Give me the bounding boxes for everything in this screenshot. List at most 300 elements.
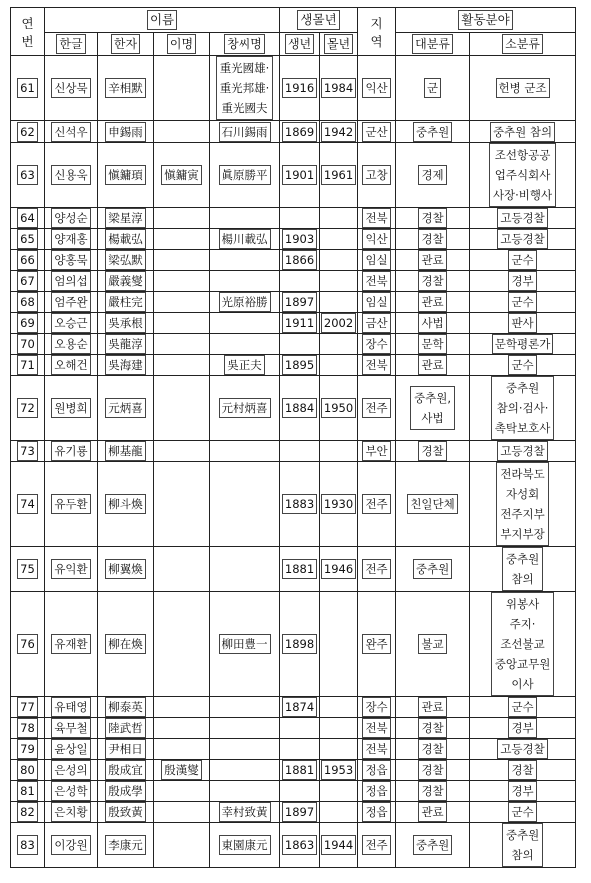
region-cell bbox=[358, 56, 396, 121]
field-minor-cell bbox=[470, 376, 576, 441]
name-changssi-cell bbox=[210, 355, 280, 376]
row-number-cell bbox=[11, 56, 45, 121]
field-major bbox=[418, 250, 446, 270]
field-minor bbox=[508, 355, 536, 375]
header-changssi bbox=[210, 33, 280, 56]
header-hanja bbox=[98, 33, 154, 56]
header-number bbox=[11, 8, 45, 56]
name-alias-cell bbox=[154, 781, 210, 802]
birth-year: 1911 bbox=[282, 313, 317, 333]
table-row bbox=[11, 208, 576, 229]
field-minor bbox=[502, 547, 543, 591]
field-minor-line: 업주식회사 bbox=[494, 168, 551, 182]
field-major-cell bbox=[396, 823, 470, 868]
header-field-group-label: 활동분야 bbox=[458, 10, 512, 30]
row-number-cell bbox=[11, 313, 45, 334]
region-cell bbox=[358, 802, 396, 823]
birth-year: 1884 bbox=[282, 398, 317, 418]
birth-year-cell bbox=[280, 592, 320, 697]
row-number: 76 bbox=[17, 634, 38, 654]
field-minor-line: 자성회 bbox=[505, 487, 540, 501]
name-changssi bbox=[219, 229, 271, 249]
region: 전주 bbox=[362, 835, 390, 855]
name-hanja: 梁星淳 bbox=[105, 208, 146, 228]
field-major bbox=[418, 802, 446, 822]
name-changssi-cell bbox=[210, 208, 280, 229]
field-minor-line: 참의 bbox=[511, 572, 534, 586]
field-minor-cell bbox=[470, 781, 576, 802]
name-changssi-cell bbox=[210, 718, 280, 739]
name-hanja: 元炳喜 bbox=[105, 398, 146, 418]
field-minor bbox=[508, 697, 536, 717]
table-body bbox=[11, 56, 576, 868]
field-minor-line: 고등경찰 bbox=[500, 211, 545, 225]
field-major-line: 군 bbox=[426, 81, 439, 95]
name-alias-cell bbox=[154, 760, 210, 781]
name-alias: 愼鏞寅 bbox=[161, 165, 202, 185]
name-hanja: 吳海建 bbox=[105, 355, 146, 375]
birth-year-cell bbox=[280, 143, 320, 208]
region: 정읍 bbox=[362, 802, 390, 822]
name-hangul-cell bbox=[45, 229, 98, 250]
field-major-line: 관료 bbox=[421, 805, 444, 819]
field-minor-line: 헌병 군조 bbox=[498, 81, 547, 95]
row-number-cell bbox=[11, 823, 45, 868]
name-hangul: 엄주완 bbox=[51, 292, 90, 312]
field-major-cell bbox=[396, 781, 470, 802]
birth-year-cell bbox=[280, 376, 320, 441]
region: 전주 bbox=[362, 494, 390, 514]
birth-year: 1866 bbox=[282, 250, 317, 270]
name-hangul-cell bbox=[45, 121, 98, 143]
name-changssi-cell bbox=[210, 547, 280, 592]
field-major-line: 경찰 bbox=[421, 742, 444, 756]
name-hangul: 양홍묵 bbox=[51, 250, 90, 270]
row-number: 61 bbox=[17, 78, 38, 98]
header-alias bbox=[154, 33, 210, 56]
table-row bbox=[11, 271, 576, 292]
death-year-cell bbox=[320, 718, 358, 739]
region-cell bbox=[358, 781, 396, 802]
field-minor bbox=[497, 208, 547, 228]
name-alias-cell bbox=[154, 697, 210, 718]
header-life-group bbox=[280, 8, 358, 33]
field-major bbox=[418, 697, 446, 717]
name-changssi-cell bbox=[210, 313, 280, 334]
name-alias-cell bbox=[154, 355, 210, 376]
name-hangul-cell bbox=[45, 250, 98, 271]
table-row bbox=[11, 462, 576, 547]
field-minor-line: 조선항공공 bbox=[494, 148, 551, 162]
field-minor-cell bbox=[470, 121, 576, 143]
region-cell bbox=[358, 355, 396, 376]
name-hangul-cell bbox=[45, 355, 98, 376]
name-alias-cell bbox=[154, 718, 210, 739]
name-hanja-cell bbox=[98, 547, 154, 592]
name-changssi-cell bbox=[210, 250, 280, 271]
field-major bbox=[418, 292, 446, 312]
field-major bbox=[407, 494, 457, 514]
field-major bbox=[418, 165, 446, 185]
table-row bbox=[11, 547, 576, 592]
name-changssi-line: 吳正夫 bbox=[227, 358, 262, 372]
name-hanja: 柳在煥 bbox=[105, 634, 146, 654]
region: 전북 bbox=[362, 355, 390, 375]
table-row bbox=[11, 143, 576, 208]
field-minor-line: 고등경찰 bbox=[500, 444, 545, 458]
name-hanja: 申錫雨 bbox=[105, 122, 146, 142]
name-hangul: 이강원 bbox=[51, 835, 90, 855]
death-year-cell bbox=[320, 739, 358, 760]
name-hanja: 殷成宜 bbox=[105, 760, 146, 780]
table-row bbox=[11, 823, 576, 868]
field-major-line: 불교 bbox=[421, 637, 444, 651]
name-changssi-cell bbox=[210, 802, 280, 823]
field-major-line: 중추원 bbox=[415, 562, 450, 576]
field-major bbox=[418, 334, 446, 354]
header-major bbox=[396, 33, 470, 56]
name-hanja: 柳翼煥 bbox=[105, 559, 146, 579]
field-major-cell bbox=[396, 292, 470, 313]
name-changssi-line: 重光邦雄· bbox=[219, 81, 270, 95]
name-hanja: 柳基龍 bbox=[105, 441, 146, 461]
header-region-bottom: 역 bbox=[370, 33, 383, 49]
field-minor bbox=[508, 313, 536, 333]
field-major bbox=[424, 78, 441, 98]
name-changssi-cell bbox=[210, 592, 280, 697]
field-major-line: 경찰 bbox=[421, 721, 444, 735]
name-hanja-cell bbox=[98, 334, 154, 355]
name-hangul-cell bbox=[45, 143, 98, 208]
name-hanja-cell bbox=[98, 313, 154, 334]
name-changssi-cell bbox=[210, 56, 280, 121]
field-major-cell bbox=[396, 802, 470, 823]
field-major bbox=[418, 271, 446, 291]
name-hanja: 殷致黃 bbox=[105, 802, 146, 822]
region: 전북 bbox=[362, 718, 390, 738]
row-number-cell bbox=[11, 441, 45, 462]
region: 군산 bbox=[362, 122, 390, 142]
field-major-line: 경찰 bbox=[421, 763, 444, 777]
field-minor-line: 판사 bbox=[511, 316, 534, 330]
field-major-cell bbox=[396, 547, 470, 592]
field-minor-line: 주지· bbox=[509, 617, 536, 631]
name-hanja: 梁弘默 bbox=[105, 250, 146, 270]
row-number: 73 bbox=[17, 441, 38, 461]
header-hanja-label: 한자 bbox=[111, 34, 140, 54]
name-hangul-cell bbox=[45, 781, 98, 802]
row-number: 81 bbox=[17, 781, 38, 801]
table-row bbox=[11, 718, 576, 739]
name-alias-cell bbox=[154, 313, 210, 334]
name-hanja: 吳承根 bbox=[105, 313, 146, 333]
field-major bbox=[418, 355, 446, 375]
header-life-group-label: 생몰년 bbox=[297, 10, 339, 30]
field-major-line: 중추원 bbox=[415, 838, 450, 852]
field-major bbox=[418, 739, 446, 759]
name-alias-cell bbox=[154, 739, 210, 760]
name-hangul-cell bbox=[45, 441, 98, 462]
field-major-cell bbox=[396, 208, 470, 229]
name-alias-cell bbox=[154, 376, 210, 441]
birth-year: 1897 bbox=[282, 802, 317, 822]
field-minor-cell bbox=[470, 292, 576, 313]
name-alias-cell bbox=[154, 143, 210, 208]
row-number: 79 bbox=[17, 739, 38, 759]
birth-year-cell bbox=[280, 781, 320, 802]
name-hanja-cell bbox=[98, 121, 154, 143]
field-major bbox=[418, 781, 446, 801]
field-minor bbox=[508, 760, 536, 780]
field-major-cell bbox=[396, 462, 470, 547]
field-major-line: 관료 bbox=[421, 295, 444, 309]
field-minor-cell bbox=[470, 208, 576, 229]
death-year-cell bbox=[320, 441, 358, 462]
death-year-cell bbox=[320, 292, 358, 313]
field-major-line: 관료 bbox=[421, 700, 444, 714]
name-hanja: 殷成學 bbox=[105, 781, 146, 801]
row-number-cell bbox=[11, 250, 45, 271]
name-hanja-cell bbox=[98, 143, 154, 208]
name-changssi-cell bbox=[210, 739, 280, 760]
header-major-label: 대분류 bbox=[412, 34, 453, 54]
field-minor-line: 참의·검사· bbox=[496, 401, 549, 415]
region: 임실 bbox=[362, 250, 390, 270]
name-hangul: 신용욱 bbox=[51, 165, 90, 185]
field-major-line: 사법 bbox=[421, 316, 444, 330]
field-minor-cell bbox=[470, 802, 576, 823]
field-major-line: 경찰 bbox=[421, 232, 444, 246]
name-hanja: 嚴柱完 bbox=[105, 292, 146, 312]
name-changssi bbox=[219, 835, 271, 855]
name-changssi bbox=[219, 165, 271, 185]
name-hangul: 오용순 bbox=[51, 334, 90, 354]
region: 완주 bbox=[362, 634, 390, 654]
row-number-cell bbox=[11, 697, 45, 718]
row-number: 68 bbox=[17, 292, 38, 312]
name-hanja-cell bbox=[98, 292, 154, 313]
birth-year: 1863 bbox=[282, 835, 317, 855]
name-hangul: 유태영 bbox=[51, 697, 90, 717]
field-minor bbox=[497, 441, 547, 461]
table-row bbox=[11, 760, 576, 781]
name-hanja-cell bbox=[98, 739, 154, 760]
death-year-cell bbox=[320, 823, 358, 868]
birth-year: 1916 bbox=[282, 78, 317, 98]
collaborator-table bbox=[10, 7, 576, 868]
name-hangul-cell bbox=[45, 592, 98, 697]
birth-year-cell bbox=[280, 313, 320, 334]
field-minor-cell bbox=[470, 143, 576, 208]
row-number: 83 bbox=[17, 835, 38, 855]
field-minor-cell bbox=[470, 56, 576, 121]
row-number: 71 bbox=[17, 355, 38, 375]
field-minor bbox=[490, 122, 555, 142]
field-major-cell bbox=[396, 121, 470, 143]
name-alias-cell bbox=[154, 441, 210, 462]
name-hangul: 신석우 bbox=[51, 122, 90, 142]
row-number: 77 bbox=[17, 697, 38, 717]
field-minor-line: 전라북도 bbox=[500, 467, 545, 481]
name-hanja-cell bbox=[98, 823, 154, 868]
birth-year: 1874 bbox=[282, 697, 317, 717]
field-minor-line: 경부 bbox=[511, 274, 534, 288]
header-region bbox=[358, 8, 396, 56]
birth-year-cell bbox=[280, 208, 320, 229]
name-alias: 殷漢燮 bbox=[161, 760, 202, 780]
field-major-cell bbox=[396, 441, 470, 462]
name-changssi-cell bbox=[210, 462, 280, 547]
name-alias-cell bbox=[154, 56, 210, 121]
death-year-cell bbox=[320, 592, 358, 697]
name-hangul: 오해건 bbox=[51, 355, 90, 375]
field-major-line: 경찰 bbox=[421, 274, 444, 288]
field-minor-line: 중추원 bbox=[505, 828, 540, 842]
name-changssi-cell bbox=[210, 781, 280, 802]
name-hanja-cell bbox=[98, 718, 154, 739]
field-minor bbox=[489, 143, 556, 207]
field-minor-line: 중추원 bbox=[505, 381, 540, 395]
birth-year-cell bbox=[280, 697, 320, 718]
field-major-line: 관료 bbox=[421, 358, 444, 372]
field-minor-line: 전주지부 bbox=[500, 507, 545, 521]
field-major-cell bbox=[396, 143, 470, 208]
field-minor bbox=[491, 592, 555, 696]
birth-year: 1897 bbox=[282, 292, 317, 312]
name-changssi-line: 重光國夫 bbox=[221, 101, 268, 115]
death-year-cell bbox=[320, 271, 358, 292]
name-hanja: 尹相日 bbox=[105, 739, 146, 759]
death-year-cell bbox=[320, 334, 358, 355]
birth-year: 1901 bbox=[282, 165, 317, 185]
field-minor-line: 중앙교무원 bbox=[494, 657, 551, 671]
field-minor-line: 사장·비행사 bbox=[492, 188, 553, 202]
field-minor-cell bbox=[470, 739, 576, 760]
birth-year-cell bbox=[280, 292, 320, 313]
name-hangul: 은성의 bbox=[51, 760, 90, 780]
name-changssi-cell bbox=[210, 441, 280, 462]
field-minor-line: 조선불교 bbox=[500, 637, 545, 651]
name-changssi-line: 石川錫雨 bbox=[221, 124, 268, 139]
region: 장수 bbox=[362, 334, 390, 354]
table-row bbox=[11, 292, 576, 313]
name-hanja-cell bbox=[98, 376, 154, 441]
header-minor bbox=[470, 33, 576, 56]
name-alias-cell bbox=[154, 292, 210, 313]
name-alias-cell bbox=[154, 334, 210, 355]
row-number: 82 bbox=[17, 802, 38, 822]
field-minor-line: 군수 bbox=[511, 253, 534, 267]
region: 정읍 bbox=[362, 760, 390, 780]
death-year-cell bbox=[320, 229, 358, 250]
table-row bbox=[11, 56, 576, 121]
name-hangul-cell bbox=[45, 292, 98, 313]
region: 고창 bbox=[362, 165, 390, 185]
field-minor-cell bbox=[470, 547, 576, 592]
name-hangul-cell bbox=[45, 462, 98, 547]
region: 전북 bbox=[362, 271, 390, 291]
row-number-cell bbox=[11, 334, 45, 355]
field-major-line: 중추원 bbox=[415, 124, 450, 139]
name-hanja-cell bbox=[98, 697, 154, 718]
header-born-label: 생년 bbox=[285, 34, 314, 54]
field-major-cell bbox=[396, 250, 470, 271]
death-year-cell bbox=[320, 355, 358, 376]
field-major-cell bbox=[396, 229, 470, 250]
row-number: 65 bbox=[17, 229, 38, 249]
name-changssi-cell bbox=[210, 697, 280, 718]
row-number-cell bbox=[11, 739, 45, 760]
region: 금산 bbox=[362, 313, 390, 333]
name-hangul-cell bbox=[45, 739, 98, 760]
birth-year-cell bbox=[280, 121, 320, 143]
table-row bbox=[11, 313, 576, 334]
header-name-group-label: 이름 bbox=[147, 10, 177, 30]
field-minor bbox=[497, 739, 547, 759]
name-hangul: 양성순 bbox=[51, 208, 90, 228]
death-year-cell bbox=[320, 781, 358, 802]
field-minor-line: 경찰 bbox=[511, 763, 534, 777]
row-number-cell bbox=[11, 271, 45, 292]
birth-year-cell bbox=[280, 462, 320, 547]
name-hangul-cell bbox=[45, 334, 98, 355]
row-number: 78 bbox=[17, 718, 38, 738]
name-hangul: 윤상일 bbox=[51, 739, 90, 759]
field-major-cell bbox=[396, 697, 470, 718]
name-hangul-cell bbox=[45, 718, 98, 739]
name-hanja-cell bbox=[98, 250, 154, 271]
death-year-cell bbox=[320, 208, 358, 229]
death-year: 1942 bbox=[321, 122, 356, 142]
name-hangul: 유기룡 bbox=[51, 441, 90, 461]
field-minor-cell bbox=[470, 334, 576, 355]
row-number-cell bbox=[11, 121, 45, 143]
region: 전주 bbox=[362, 398, 390, 418]
name-hangul: 유두환 bbox=[51, 494, 90, 514]
name-hangul: 신상묵 bbox=[51, 78, 90, 98]
row-number-cell bbox=[11, 781, 45, 802]
region-cell bbox=[358, 143, 396, 208]
region: 정읍 bbox=[362, 781, 390, 801]
field-major-line: 관료 bbox=[421, 253, 444, 267]
name-changssi-cell bbox=[210, 376, 280, 441]
name-hangul: 오승근 bbox=[51, 313, 90, 333]
field-minor bbox=[508, 718, 536, 738]
name-changssi-cell bbox=[210, 271, 280, 292]
field-major bbox=[418, 229, 446, 249]
name-hangul-cell bbox=[45, 697, 98, 718]
field-major-cell bbox=[396, 739, 470, 760]
header-region-top: 지 bbox=[370, 15, 383, 31]
birth-year: 1898 bbox=[282, 634, 317, 654]
row-number-cell bbox=[11, 718, 45, 739]
field-minor-line: 문학평론가 bbox=[494, 337, 551, 351]
field-major-cell bbox=[396, 760, 470, 781]
name-hangul-cell bbox=[45, 313, 98, 334]
field-minor-cell bbox=[470, 250, 576, 271]
name-alias-cell bbox=[154, 271, 210, 292]
death-year-cell bbox=[320, 547, 358, 592]
birth-year-cell bbox=[280, 547, 320, 592]
table-row bbox=[11, 802, 576, 823]
field-major bbox=[418, 718, 446, 738]
region-cell bbox=[358, 229, 396, 250]
name-alias-cell bbox=[154, 208, 210, 229]
name-alias-cell bbox=[154, 823, 210, 868]
death-year: 1984 bbox=[321, 78, 356, 98]
name-changssi bbox=[219, 292, 271, 312]
name-hangul: 유재환 bbox=[51, 634, 90, 654]
